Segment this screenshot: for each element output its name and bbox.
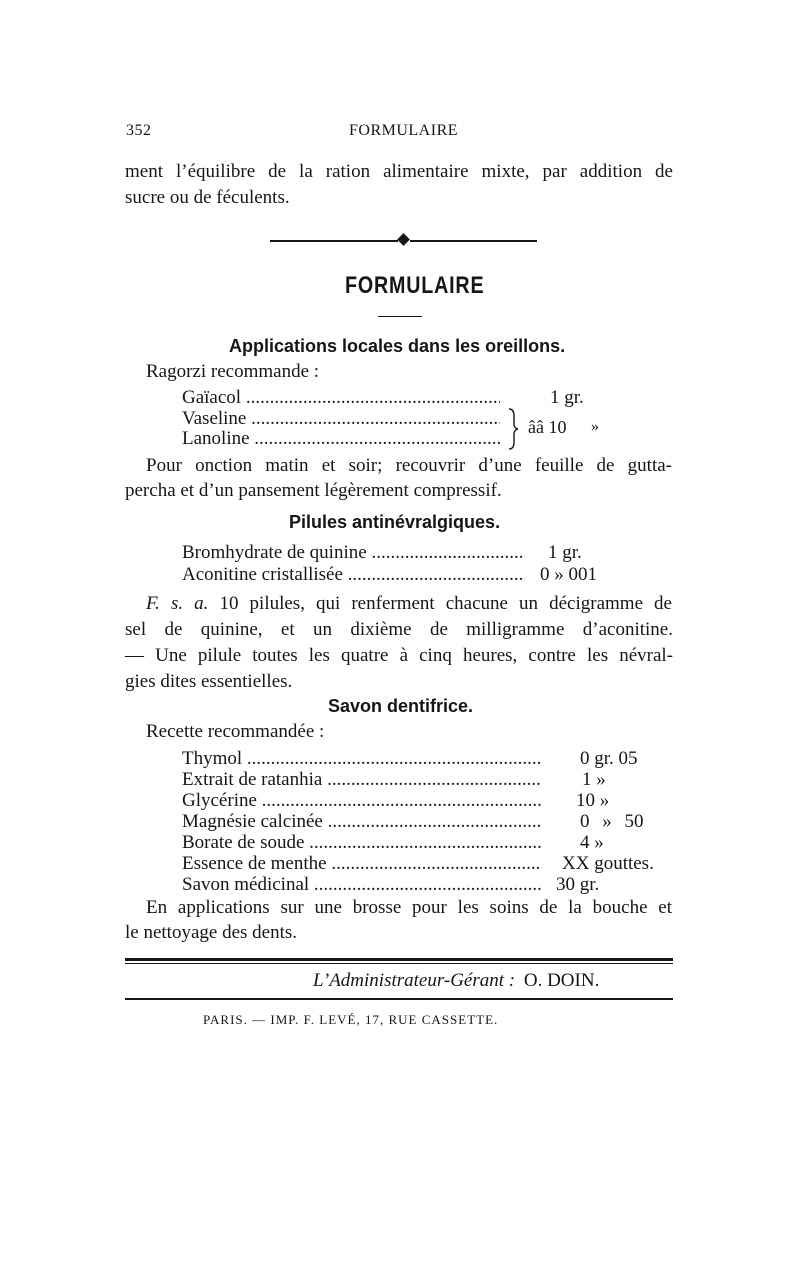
s1-item-qty: 1 gr. [550,387,584,408]
s3-item [182,832,604,854]
s2-item-name: Bromhydrate de quinine ..... [182,542,525,564]
s2-text-line-3: — Une pilule toutes les quatre à cinq heures, contre les névral- [125,645,673,666]
s2-text-first: 10 pilules, qui renferment chacune un décigramme de [208,593,672,614]
s1-item-name: Gaïacol ..... [182,387,500,409]
s2-item-qty: 1 gr. [548,542,582,563]
ornament-rule-left [270,240,398,242]
intro-line-1: ment l’équilibre de la ration alimentaire mixte, par addition de [125,161,673,182]
s3-text-line-2: le nettoyage des dents. [125,922,298,943]
signature-label: L’Administrateur-Gérant : [313,970,516,991]
s2-fsa: F. s. a. [146,593,209,614]
imprint-rule [125,998,673,1000]
diamond-ornament-icon [397,233,410,246]
imprint: PARIS. — IMP. F. LEVÉ, 17, RUE CASSETTE. [203,1012,499,1027]
s3-item-name: Magnésie calcinée ..... [182,811,542,833]
s3-text-line-1: En applications sur une brosse pour les soins de la bouche et [146,897,672,918]
s3-item-name: Glycérine ..... [182,790,542,812]
s3-item [182,769,606,791]
s1-brace-qty: ââ 10 [528,417,567,437]
s3-item-name: Thymol ..... [182,748,542,770]
s3-item-qty: 30 gr. [556,874,600,895]
s3-item-name: Essence de menthe ..... [182,853,542,875]
s1-item-lanoline [182,428,500,450]
s2-title: Pilules antinévralgiques. [289,512,501,532]
footer-rule-thick [125,958,673,961]
s2-item-bromhydrate [182,542,582,564]
ornament-rule-right [410,240,537,242]
s1-item-name: Vaseline ..... [182,408,500,430]
brace-icon [507,408,519,450]
s3-item-name: Borate de soude ..... [182,832,542,854]
s3-title: Savon dentifrice. [328,696,474,716]
running-title: FORMULAIRE [349,122,459,139]
s3-item-name: Extrait de ratanhia ..... [182,769,542,791]
s2-item-qty: 0 » 001 [540,564,597,585]
s1-intro: Ragorzi recommande : [146,361,320,382]
s3-item [182,874,599,896]
s3-item [182,790,609,812]
s1-text-line-2: percha et d’un pansement légèrement compressif. [125,480,502,501]
s3-item [182,748,638,770]
s1-text-line-1: Pour onction matin et soir; recouvrir d’une feuille de gutta- [146,455,672,476]
signature [313,968,599,994]
s3-item-qty: 1 » [582,769,606,790]
intro-line-2: sucre ou de féculents. [125,187,290,208]
s3-item-qty: 4 » [580,832,604,853]
page-number: 352 [126,122,152,139]
s3-item-name: Savon médicinal ..... [182,874,542,896]
s3-item [182,811,644,833]
s3-item [182,853,654,875]
signature-name: O. DOIN. [523,970,600,991]
s1-brace-unit: » [591,418,599,435]
s3-item-qty: 0 » 50 [580,811,644,832]
s2-text-line-2: sel de quinine, et un dixième de milligramme d’aconitine. [125,619,673,640]
s2-text-line-4: gies dites essentielles. [125,671,293,692]
s1-title: Applications locales dans les oreillons. [229,336,566,356]
s3-intro: Recette recommandée : [146,721,325,742]
s2-item-aconitine [182,564,597,586]
section-title: FORMULAIRE [345,272,485,299]
s2-text-line-1 [146,591,672,617]
s3-item-qty: XX gouttes. [562,853,654,874]
s3-item-qty: 0 gr. 05 [580,748,638,769]
s1-item-vaseline [182,408,500,430]
s1-item-name: Lanoline ..... [182,428,500,450]
s3-item-qty: 10 » [576,790,610,811]
s2-item-name: Aconitine cristallisée ..... [182,564,525,586]
title-underline [378,316,422,317]
s1-item-gaiacol [182,387,584,409]
footer-rule-thin [125,963,673,964]
